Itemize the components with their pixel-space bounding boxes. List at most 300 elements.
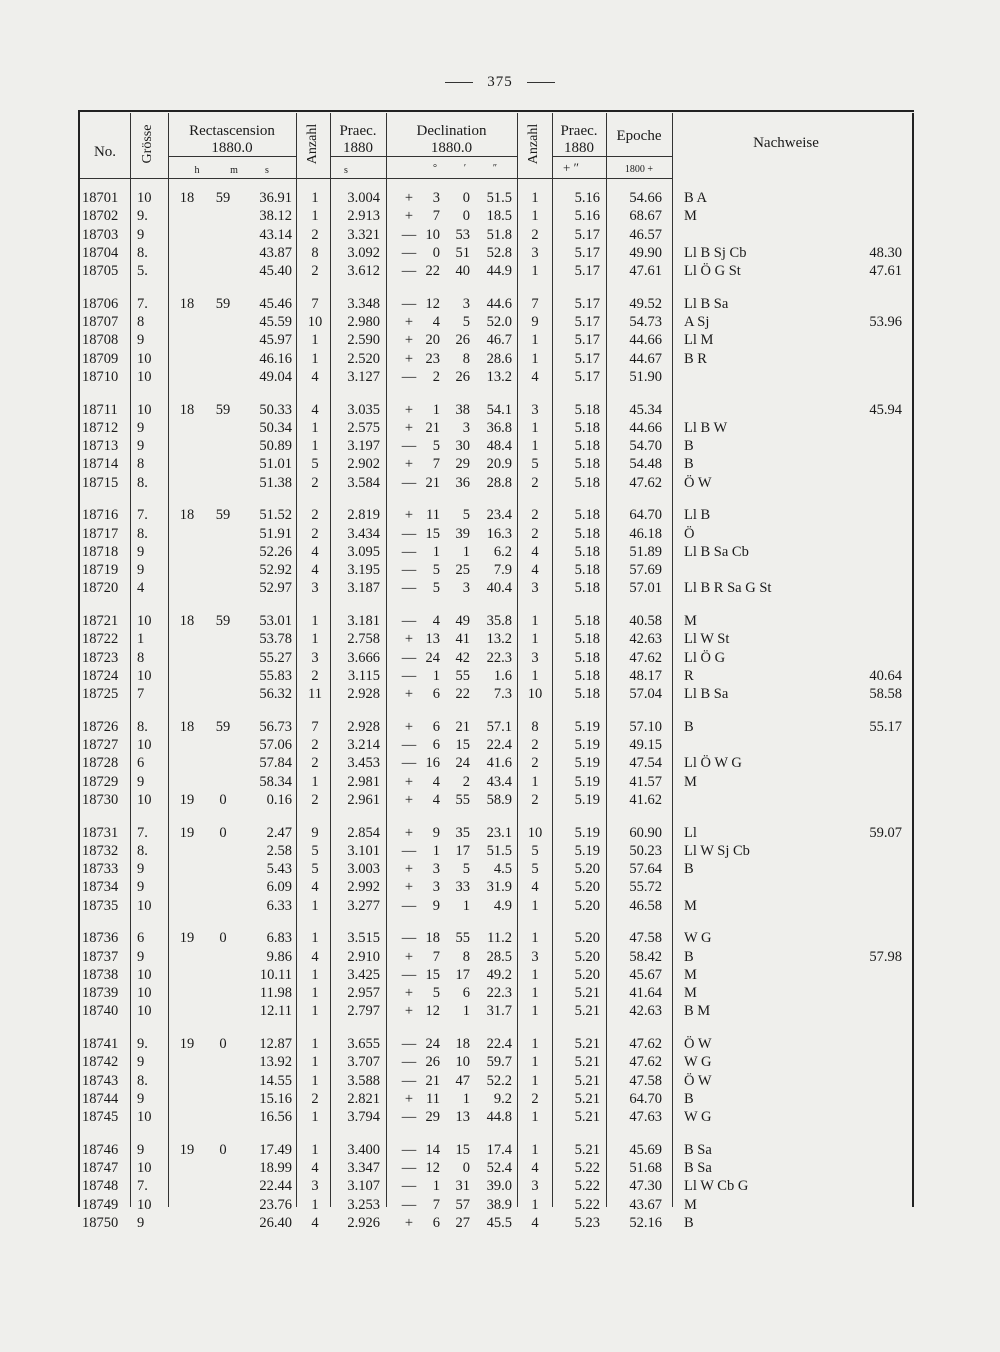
cell-n2: 1 — [531, 1036, 539, 1052]
cell-p1: 2.575 — [347, 419, 380, 436]
cell-ds: 54.1 — [486, 401, 512, 418]
cell-nw: B Sa — [684, 1141, 712, 1158]
cell-n1: 2 — [311, 263, 319, 279]
cell-nw: B — [684, 1090, 694, 1107]
cell-s: 9.86 — [266, 948, 292, 965]
cell-n2: 1 — [531, 332, 539, 349]
table-row — [0, 561, 1000, 579]
cell-p1: 3.115 — [347, 667, 380, 684]
table-row — [0, 897, 1000, 915]
rule-praec2-sub — [552, 156, 606, 157]
cell-dm: 22 — [455, 686, 470, 702]
cell-ds: 31.7 — [486, 1003, 512, 1020]
cell-p2: 5.20 — [574, 897, 600, 914]
cell-gr: 10 — [137, 667, 152, 684]
cell-no: 18714 — [82, 456, 119, 473]
cell-n1: 4 — [311, 368, 319, 385]
cell-ep: 68.67 — [629, 208, 662, 225]
cell-dm: 26 — [455, 332, 470, 349]
header-ra-s: s — [265, 165, 269, 176]
cell-sg: + — [404, 190, 414, 206]
cell-p2: 5.21 — [574, 1090, 600, 1107]
cell-sg: + — [404, 208, 414, 225]
cell-n1: 4 — [311, 948, 319, 965]
cell-nw: Ö W — [684, 1036, 712, 1052]
cell-dd: 1 — [432, 543, 440, 560]
cell-ds: 46.7 — [486, 332, 512, 349]
cell-p2: 5.22 — [574, 1178, 600, 1195]
cell-no: 18734 — [82, 879, 119, 896]
cell-nw: Ll B R Sa G St — [684, 580, 772, 597]
cell-sg: — — [401, 226, 417, 243]
cell-n2: 1 — [531, 667, 539, 684]
cell-p1: 2.957 — [347, 985, 380, 1001]
cell-ep: 58.42 — [629, 948, 662, 965]
header-decl-deg: ° — [433, 163, 437, 174]
cell-p1: 3.453 — [347, 755, 380, 772]
cell-ds: 51.5 — [486, 842, 512, 859]
table-row — [0, 331, 1000, 349]
cell-no: 18720 — [82, 580, 119, 597]
cell-h: 18 — [179, 507, 195, 524]
cell-ep: 46.57 — [629, 226, 662, 243]
cell-p2: 5.18 — [574, 649, 600, 666]
cell-n2: 1 — [531, 263, 539, 279]
cell-n1: 1 — [311, 350, 319, 367]
cell-sg: + — [404, 985, 414, 1001]
cell-ep: 44.66 — [629, 332, 662, 349]
cell-ds: 58.9 — [486, 791, 512, 808]
cell-nw: Ll B Sa Cb — [684, 543, 749, 560]
cell-p1: 2.980 — [347, 314, 380, 330]
cell-ds: 52.2 — [486, 1072, 512, 1089]
cell-sg: + — [404, 1003, 414, 1020]
cell-n2: 2 — [531, 755, 539, 772]
cell-ds: 13.2 — [486, 631, 512, 648]
cell-dd: 5 — [432, 562, 440, 578]
cell-s: 2.47 — [266, 824, 292, 841]
cell-no: 18719 — [82, 562, 119, 578]
cell-nw: Ll Ö G — [684, 649, 726, 666]
cell-m: 59 — [215, 295, 231, 312]
cell-gr: 8 — [137, 456, 145, 473]
cell-nw: W G — [684, 930, 712, 947]
cell-s: 5.43 — [266, 861, 292, 877]
cell-no: 18742 — [82, 1054, 119, 1071]
cell-s: 38.12 — [259, 208, 292, 225]
cell-dd: 4 — [432, 773, 440, 790]
cell-gr: 1 — [137, 631, 145, 648]
cell-gr: 9. — [137, 208, 148, 225]
cell-sg: — — [401, 613, 417, 629]
cell-no: 18717 — [82, 525, 119, 542]
cell-n2: 4 — [531, 543, 539, 560]
cell-p1: 3.101 — [347, 842, 380, 859]
cell-p1: 2.854 — [347, 824, 380, 841]
cell-p2: 5.20 — [574, 966, 600, 983]
cell-nw: Ll B Sj Cb — [684, 244, 747, 261]
cell-ep: 54.70 — [629, 438, 662, 454]
cell-p1: 3.515 — [347, 930, 380, 947]
cell-dd: 1 — [432, 667, 440, 684]
cell-p2: 5.23 — [574, 1214, 600, 1231]
cell-n1: 5 — [311, 861, 319, 877]
cell-nw: B Sa — [684, 1160, 712, 1176]
cell-no: 18712 — [82, 419, 119, 436]
dash-left — [445, 82, 473, 83]
header-decl-sec: ″ — [492, 163, 498, 174]
cell-n1: 1 — [311, 1072, 319, 1089]
cell-p2: 5.17 — [574, 314, 600, 330]
cell-sg: + — [404, 456, 414, 473]
cell-m: 0 — [219, 824, 227, 841]
cell-n1: 1 — [311, 1054, 319, 1071]
cell-n2: 1 — [531, 438, 539, 454]
cell-sg: + — [404, 718, 414, 735]
cell-ds: 17.4 — [486, 1141, 512, 1158]
cell-gr: 10 — [137, 350, 152, 367]
cell-dd: 3 — [432, 879, 440, 896]
cell-s: 50.34 — [259, 419, 292, 436]
table-row — [0, 1141, 1000, 1159]
cell-s: 56.32 — [259, 686, 292, 702]
cell-s: 6.83 — [266, 930, 292, 947]
cell-dm: 30 — [455, 438, 470, 454]
cell-n1: 9 — [311, 824, 319, 841]
cell-ep: 44.66 — [629, 419, 662, 436]
cell-sg: — — [401, 649, 417, 666]
cell-n2: 4 — [531, 562, 539, 578]
cell-ds: 7.9 — [493, 562, 512, 578]
header-praec1-unit: s — [344, 165, 348, 176]
cell-n2: 1 — [531, 985, 539, 1001]
cell-n1: 10 — [307, 314, 323, 330]
cell-p2: 5.20 — [574, 948, 600, 965]
cell-p1: 3.253 — [347, 1196, 380, 1213]
cell-s: 53.01 — [259, 613, 292, 629]
cell-ep: 47.63 — [629, 1109, 662, 1125]
cell-dm: 1 — [462, 897, 470, 914]
cell-ds: 35.8 — [486, 613, 512, 629]
cell-n2: 4 — [531, 879, 539, 896]
cell-m: 0 — [219, 1141, 227, 1158]
table-row — [0, 368, 1000, 386]
cell-sg: + — [404, 773, 414, 790]
cell-gr: 9 — [137, 1090, 145, 1107]
header-anzahl1: Anzahl — [305, 123, 320, 165]
cell-ep: 49.15 — [629, 737, 662, 753]
cell-ds: 51.5 — [486, 190, 512, 206]
cell-p1: 3.092 — [347, 244, 380, 261]
cell-n2: 2 — [531, 525, 539, 542]
cell-nw: W G — [684, 1109, 712, 1125]
cell-s: 23.76 — [259, 1196, 292, 1213]
cell-p2: 5.22 — [574, 1196, 600, 1213]
cell-dm: 49 — [455, 613, 470, 629]
cell-n1: 1 — [311, 773, 319, 790]
header-praec1-year: 1880 — [343, 140, 373, 156]
cell-ep: 47.58 — [629, 930, 662, 947]
cell-no: 18727 — [82, 737, 119, 753]
cell-h: 19 — [179, 824, 195, 841]
cell-ep: 57.69 — [629, 562, 662, 578]
cell-n2: 4 — [531, 1214, 539, 1231]
cell-dm: 39 — [455, 525, 470, 542]
table-row — [0, 718, 1000, 736]
cell-no: 18710 — [82, 368, 119, 385]
cell-ds: 28.6 — [486, 350, 512, 367]
cell-p2: 5.20 — [574, 930, 600, 947]
cell-m: 59 — [215, 613, 231, 629]
cell-p1: 3.321 — [347, 226, 380, 243]
cell-p2: 5.17 — [574, 350, 600, 367]
cell-dm: 55 — [455, 667, 470, 684]
cell-ds: 52.4 — [486, 1160, 512, 1176]
cell-p1: 3.127 — [347, 368, 380, 385]
cell-dd: 23 — [425, 350, 440, 367]
cell-p1: 2.910 — [347, 948, 380, 965]
cell-n2: 3 — [531, 948, 539, 965]
cell-n2: 4 — [531, 1160, 539, 1176]
table-row — [0, 1090, 1000, 1108]
cell-nw: B — [684, 456, 694, 473]
table-row — [0, 1072, 1000, 1090]
cell-n1: 11 — [308, 686, 322, 702]
cell-nw: M — [684, 985, 697, 1001]
cell-dd: 15 — [425, 966, 440, 983]
table-row — [0, 207, 1000, 225]
cell-p2: 5.22 — [574, 1160, 600, 1176]
cell-n1: 4 — [311, 1214, 319, 1231]
cell-dd: 7 — [432, 948, 440, 965]
cell-n1: 3 — [311, 580, 319, 597]
cell-dd: 0 — [432, 244, 440, 261]
cell-p1: 3.348 — [347, 295, 380, 312]
cell-sg: — — [401, 525, 417, 542]
cell-ep: 43.67 — [629, 1196, 662, 1213]
cell-gr: 10 — [137, 966, 152, 983]
cell-nw: B — [684, 948, 694, 965]
cell-dd: 1 — [432, 1178, 440, 1195]
cell-sg: — — [401, 543, 417, 560]
cell-nw: Ll W St — [684, 631, 730, 648]
cell-no: 18705 — [82, 263, 119, 279]
cell-dd: 1 — [432, 401, 440, 418]
cell-n2: 1 — [531, 1054, 539, 1071]
cell-m: 59 — [215, 190, 231, 206]
table-row — [0, 948, 1000, 966]
cell-dm: 17 — [455, 966, 470, 983]
cell-p2: 5.18 — [574, 631, 600, 648]
cell-gr: 10 — [137, 1003, 152, 1020]
cell-dd: 10 — [425, 226, 440, 243]
cell-sg: — — [401, 580, 417, 597]
cell-ds: 44.6 — [486, 295, 512, 312]
cell-n1: 1 — [311, 208, 319, 225]
cell-nw: W G — [684, 1054, 712, 1071]
cell-ds: 44.8 — [486, 1109, 512, 1125]
cell-ep: 45.34 — [629, 401, 662, 418]
cell-s: 17.49 — [259, 1141, 292, 1158]
cell-no: 18735 — [82, 897, 119, 914]
cell-sg: + — [404, 1214, 414, 1231]
cell-sg: — — [401, 1036, 417, 1052]
cell-dd: 4 — [432, 314, 440, 330]
cell-s: 43.87 — [259, 244, 292, 261]
cell-n2: 8 — [531, 718, 539, 735]
cell-nw: B — [684, 861, 694, 877]
cell-ds: 28.8 — [486, 474, 512, 491]
cell-p2: 5.17 — [574, 244, 600, 261]
cell-p1: 2.758 — [347, 631, 380, 648]
cell-s: 51.52 — [259, 507, 292, 524]
cell-p2: 5.16 — [574, 190, 600, 206]
table-row — [0, 1053, 1000, 1071]
cell-dm: 40 — [455, 263, 470, 279]
cell-p1: 2.821 — [347, 1090, 380, 1107]
cell-p1: 3.035 — [347, 401, 380, 418]
cell-p2: 5.18 — [574, 419, 600, 436]
cell-p2: 5.19 — [574, 824, 600, 841]
header-anzahl2: Anzahl — [526, 123, 541, 165]
table-row — [0, 667, 1000, 685]
cell-sg: — — [401, 263, 417, 279]
cell-h: 18 — [179, 190, 195, 206]
cell-dm: 21 — [455, 718, 470, 735]
rule-epoche-sub — [606, 156, 672, 157]
cell-dd: 6 — [432, 737, 440, 753]
cell-no: 18737 — [82, 948, 119, 965]
cell-dm: 27 — [455, 1214, 470, 1231]
cell-n2: 1 — [531, 1141, 539, 1158]
cell-sg: + — [404, 861, 414, 877]
cell-n1: 7 — [311, 295, 319, 312]
cell-n2: 10 — [527, 686, 543, 702]
cell-ds: 16.3 — [486, 525, 512, 542]
cell-n2: 1 — [531, 613, 539, 629]
cell-n1: 5 — [311, 456, 319, 473]
cell-m: 0 — [219, 1036, 227, 1052]
table-row — [0, 350, 1000, 368]
cell-p1: 3.400 — [347, 1141, 380, 1158]
cell-dd: 1 — [432, 842, 440, 859]
cell-sg: + — [404, 631, 414, 648]
cell-p2: 5.18 — [574, 562, 600, 578]
cell-gr: 9 — [137, 1214, 145, 1231]
cell-m: 59 — [215, 718, 231, 735]
cell-dm: 51 — [455, 244, 470, 261]
table-row — [0, 295, 1000, 313]
cell-dm: 8 — [462, 948, 470, 965]
cell-dd: 9 — [432, 824, 440, 841]
cell-mg: 57.98 — [869, 948, 902, 965]
cell-nw: Ll W Sj Cb — [684, 842, 750, 859]
cell-gr: 4 — [137, 580, 145, 597]
cell-no: 18730 — [82, 791, 119, 808]
cell-nw: M — [684, 773, 697, 790]
cell-ds: 22.3 — [486, 985, 512, 1001]
cell-dm: 5 — [462, 507, 470, 524]
cell-n1: 1 — [311, 1036, 319, 1052]
cell-s: 52.26 — [259, 543, 292, 560]
cell-n1: 1 — [311, 631, 319, 648]
cell-ep: 46.58 — [629, 897, 662, 914]
cell-n1: 2 — [311, 507, 319, 524]
cell-gr: 10 — [137, 613, 152, 629]
cell-dm: 38 — [455, 401, 470, 418]
cell-no: 18747 — [82, 1160, 119, 1176]
cell-p2: 5.18 — [574, 507, 600, 524]
table-row — [0, 1159, 1000, 1177]
cell-gr: 9. — [137, 1036, 148, 1052]
rule-ra-sub — [168, 156, 296, 157]
cell-p1: 3.347 — [347, 1160, 380, 1176]
cell-ep: 52.16 — [629, 1214, 662, 1231]
cell-p1: 3.666 — [347, 649, 380, 666]
cell-gr: 8. — [137, 474, 148, 491]
cell-s: 51.91 — [259, 525, 292, 542]
page-number-text: 375 — [487, 74, 513, 90]
cell-h: 18 — [179, 401, 195, 418]
table-row — [0, 437, 1000, 455]
cell-p2: 5.18 — [574, 438, 600, 454]
cell-ep: 47.54 — [629, 755, 662, 772]
cell-dm: 5 — [462, 314, 470, 330]
table-row — [0, 860, 1000, 878]
cell-ds: 49.2 — [486, 966, 512, 983]
cell-ep: 48.17 — [629, 667, 662, 684]
cell-dm: 15 — [455, 737, 470, 753]
cell-p1: 3.197 — [347, 438, 380, 454]
cell-n2: 2 — [531, 1090, 539, 1107]
cell-dd: 26 — [425, 1054, 440, 1071]
cell-n1: 3 — [311, 649, 319, 666]
header-groesse: Grösse — [140, 124, 155, 164]
cell-m: 0 — [219, 791, 227, 808]
cell-n2: 2 — [531, 507, 539, 524]
cell-n2: 3 — [531, 401, 539, 418]
cell-h: 19 — [179, 930, 195, 947]
cell-n2: 3 — [531, 649, 539, 666]
table-row — [0, 1214, 1000, 1232]
cell-p1: 3.004 — [347, 190, 380, 206]
cell-s: 16.56 — [259, 1109, 292, 1125]
cell-p2: 5.20 — [574, 861, 600, 877]
cell-n1: 8 — [311, 244, 319, 261]
cell-ds: 20.9 — [486, 456, 512, 473]
cell-sg: + — [404, 791, 414, 808]
cell-no: 18703 — [82, 226, 119, 243]
cell-dd: 22 — [425, 263, 440, 279]
cell-s: 55.27 — [259, 649, 292, 666]
cell-no: 18711 — [82, 401, 118, 418]
cell-n2: 2 — [531, 791, 539, 808]
cell-n1: 1 — [311, 332, 319, 349]
cell-no: 18722 — [82, 631, 119, 648]
cell-dm: 55 — [455, 930, 470, 947]
cell-gr: 9 — [137, 1141, 145, 1158]
cell-ep: 49.52 — [629, 295, 662, 312]
cell-dm: 33 — [455, 879, 470, 896]
table-row — [0, 1002, 1000, 1020]
cell-s: 58.34 — [259, 773, 292, 790]
cell-p2: 5.18 — [574, 474, 600, 491]
header-praec2-title: Praec. — [560, 123, 598, 139]
header-decl-epoch: 1880.0 — [430, 140, 473, 156]
cell-dm: 55 — [455, 791, 470, 808]
cell-s: 50.89 — [259, 438, 292, 454]
cell-p1: 3.003 — [347, 861, 380, 877]
